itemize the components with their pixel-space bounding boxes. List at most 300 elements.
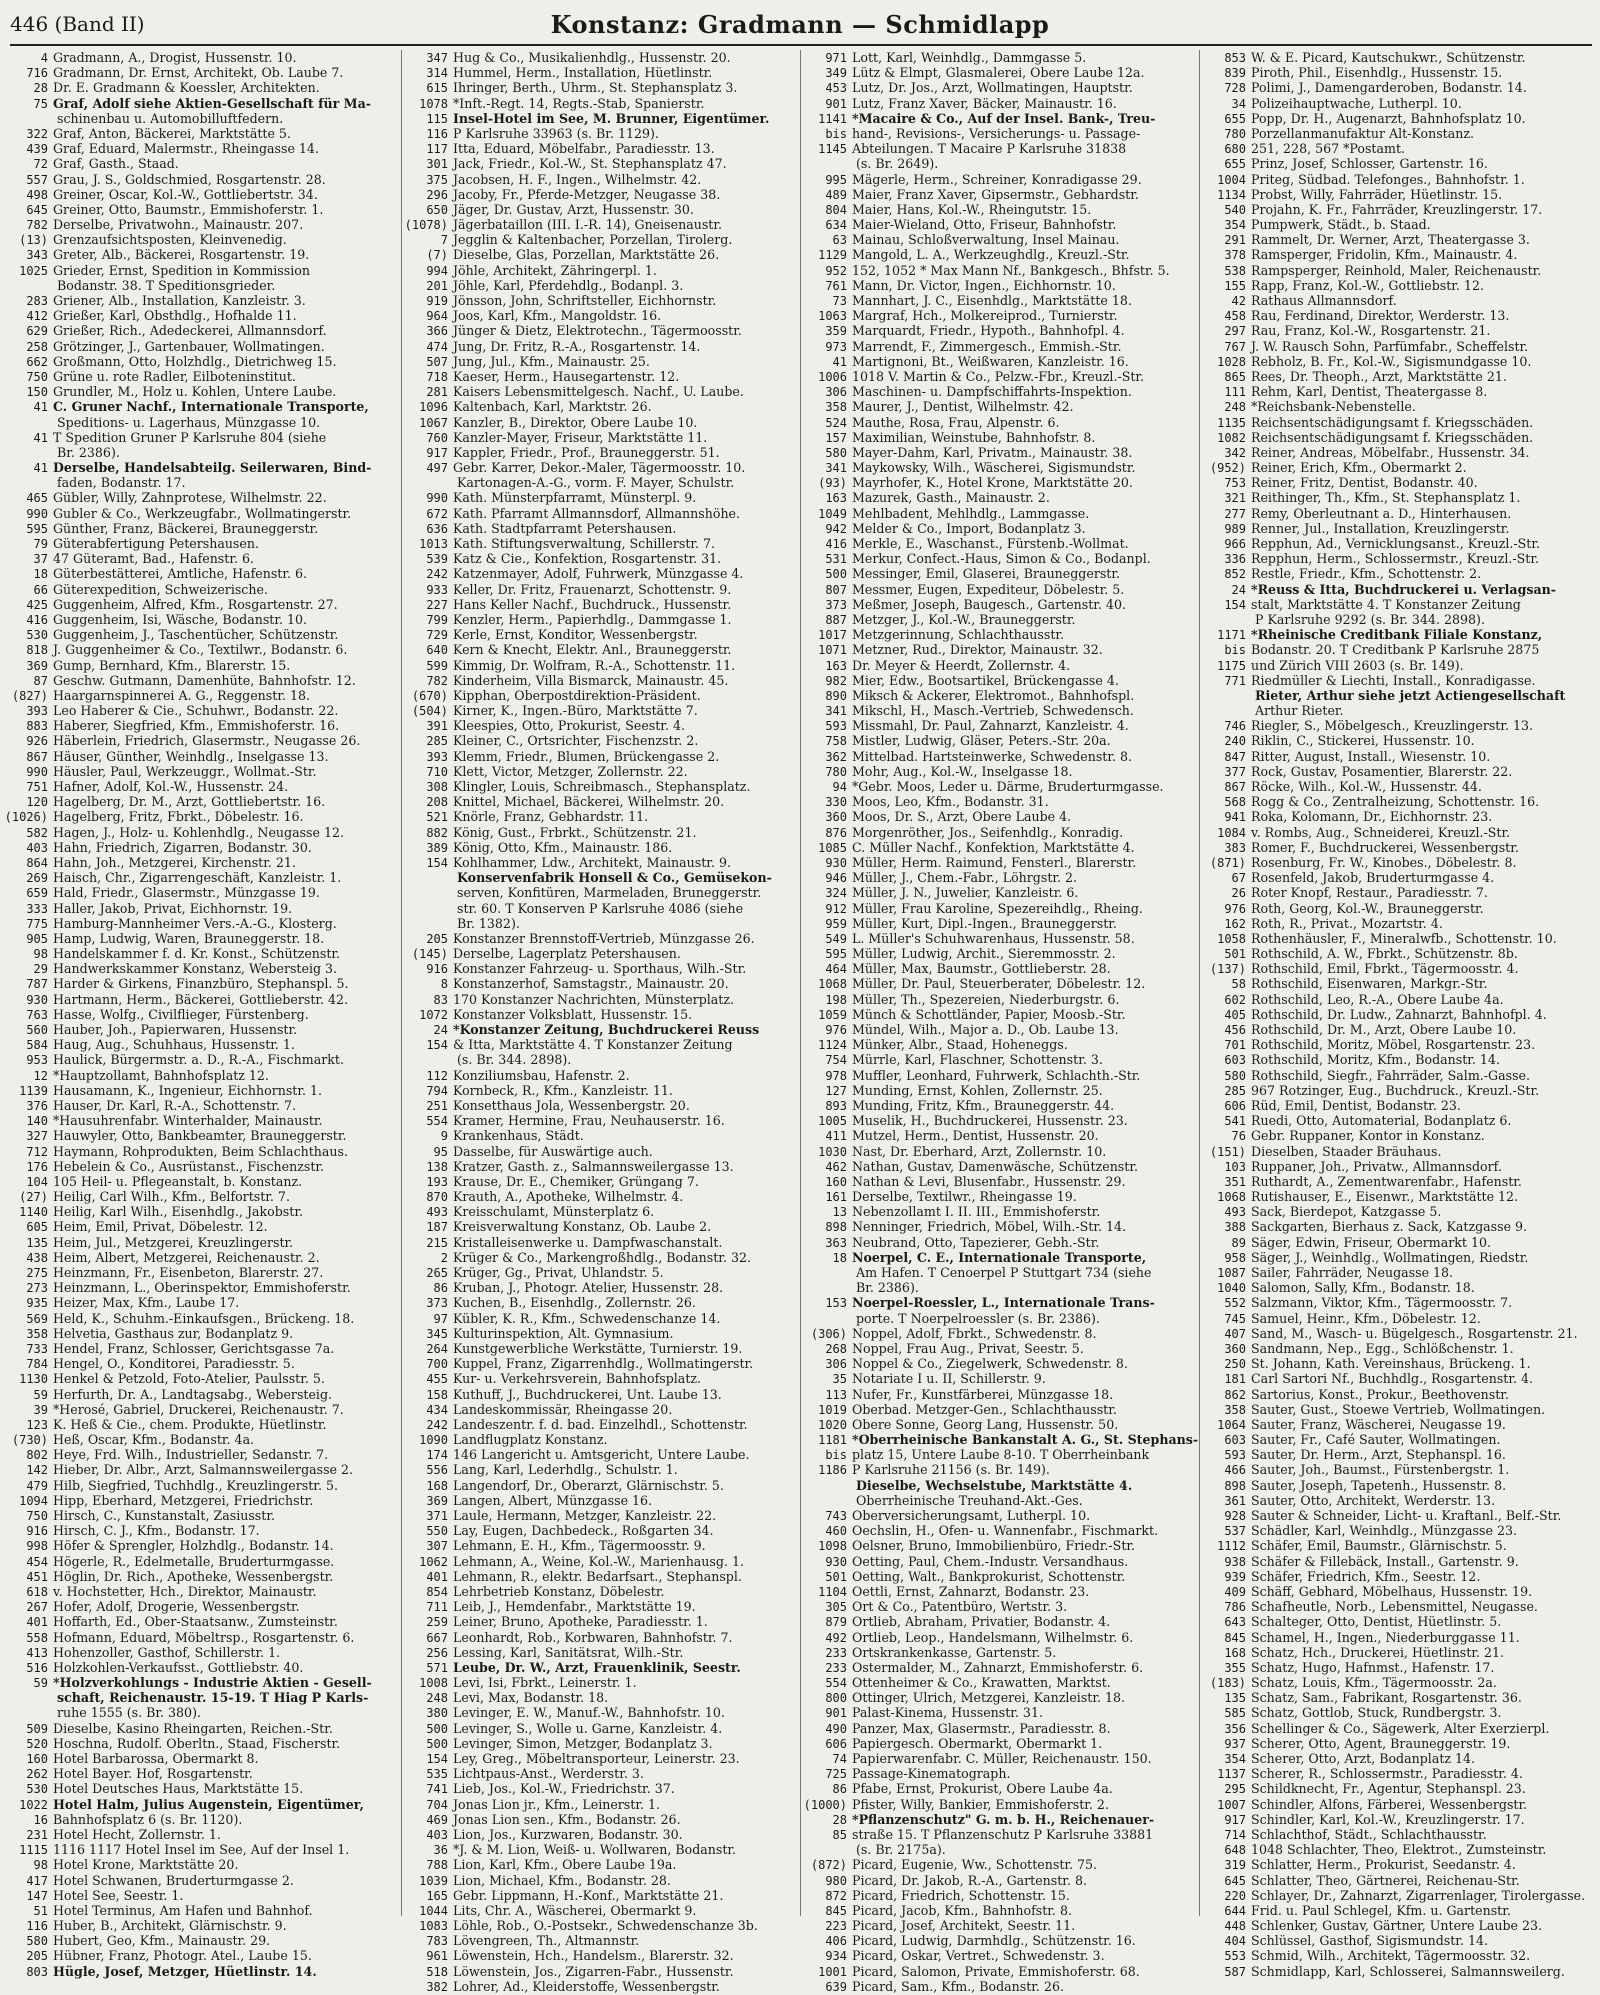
phone-number: 41 (33, 461, 48, 476)
phone-number: 1025 (19, 263, 48, 278)
directory-entry (4, 673, 396, 688)
entry-text: Röcke, Wilh., Kol.-W., Hussenstr. 44. (1251, 779, 1482, 794)
directory-entry (4, 80, 396, 95)
phone-number: 853 (1224, 51, 1246, 65)
entry-text: T Spedition Gruner P Karlsruhe 804 (siehe (53, 429, 327, 445)
directory-entry (1202, 1387, 1594, 1402)
phone-number: 314 (426, 66, 448, 81)
directory-entry (1202, 1660, 1594, 1675)
directory-entry (803, 566, 1195, 581)
phone-number: 640 (426, 643, 448, 658)
entry-text: Reichsentschädigungsamt f. Kriegsschäden. (1251, 414, 1534, 430)
directory-entry (803, 1888, 1195, 1903)
entry-text: Grieder, Ernst, Spedition in Kommission (53, 262, 310, 278)
directory-entry (803, 1295, 1195, 1310)
entry-text: *Hauptzollamt, Bahnhofsplatz 12. (53, 1067, 269, 1083)
directory-entry (1202, 1842, 1594, 1857)
entry-text: Kramer, Hermine, Frau, Neuhauserstr. 16. (453, 1113, 725, 1129)
entry-text: Rathaus Allmannsdorf. (1251, 293, 1397, 308)
phone-number: 479 (26, 1478, 48, 1493)
directory-entry (4, 1037, 396, 1052)
directory-entry (4, 1508, 396, 1523)
entry-text: Renner, Jul., Installation, Kreuzlingerstr. (1251, 520, 1510, 536)
phone-number: 782 (426, 673, 448, 688)
entry-text: Hamp, Ludwig, Waren, Brauneggerstr. 18. (53, 930, 325, 946)
phone-number: 711 (426, 1600, 448, 1615)
directory-entry (4, 1007, 396, 1022)
phone-number: 389 (426, 840, 448, 855)
directory-entry (4, 1204, 396, 1219)
entry-text: Lay, Eugen, Dachbedeck., Roßgarten 34. (453, 1523, 714, 1539)
entry-text: Kath. Stiftungsverwaltung, Schillerstr. 7. (453, 536, 716, 551)
phone-number: 123 (26, 1417, 48, 1432)
entry-text: Probst, Willy, Fahrräder, Hüetlinstr. 15. (1251, 186, 1503, 202)
directory-entry (1202, 627, 1594, 642)
phone-number: 248 (1224, 400, 1246, 415)
directory-entry (1202, 384, 1594, 399)
directory-entry (404, 1888, 796, 1903)
directory-entry (1202, 1888, 1594, 1903)
phone-number: 501 (825, 1569, 847, 1584)
directory-entry (404, 1933, 796, 1948)
directory-entry (803, 1554, 1195, 1569)
directory-entry (1202, 840, 1594, 855)
entry-text: Oetting, Paul, Chem.-Industr. Versandhaus. (852, 1553, 1129, 1569)
entry-text: Munding, Ernst, Kohlen, Zollernstr. 25. (852, 1082, 1103, 1098)
directory-entry (4, 323, 396, 338)
directory-entry (4, 825, 396, 840)
phone-number: 75 (33, 96, 48, 111)
directory-entry (4, 1554, 396, 1569)
phone-number: 1063 (818, 309, 847, 324)
directory-entry (803, 779, 1195, 794)
phone-number: 458 (1224, 309, 1246, 324)
directory-entry (803, 1462, 1195, 1477)
entry-text: Pfabe, Ernst, Prokurist, Obere Laube 4a. (852, 1781, 1113, 1797)
directory-entry (803, 1614, 1195, 1629)
directory-entry (404, 961, 796, 976)
entry-text: Schlatter, Herm., Prokurist, Seedanstr. 4. (1251, 1857, 1516, 1873)
directory-entry (404, 1265, 796, 1280)
phone-number: 401 (26, 1615, 48, 1630)
phone-number: 783 (426, 1934, 448, 1949)
phone-number: 406 (825, 1934, 847, 1949)
entry-text: Schamel, H., Ingen., Niederburggasse 11. (1251, 1629, 1520, 1645)
phone-number: 356 (1224, 1721, 1246, 1736)
phone-number: 701 (1224, 1038, 1246, 1053)
phone-number: 746 (1224, 719, 1246, 734)
phone-number: 113 (825, 1387, 847, 1402)
phone-number: 1135 (1217, 415, 1246, 430)
phone-number: 327 (26, 1129, 48, 1144)
directory-entry (404, 764, 796, 779)
phone-number: 980 (825, 1873, 847, 1888)
phone-number: 150 (26, 385, 48, 400)
directory-entry (4, 1478, 396, 1493)
entry-text: Kur- u. Verkehrsverein, Bahnhofsplatz. (453, 1371, 702, 1387)
directory-entry (404, 1235, 796, 1250)
directory-entry (803, 1144, 1195, 1159)
directory-entry (803, 642, 1195, 657)
entry-text: Rapp, Franz, Kol.-W., Gottliebstr. 12. (1251, 277, 1484, 293)
directory-entry (1202, 293, 1594, 308)
entry-text: Sailer, Fahrräder, Neugasse 18. (1251, 1265, 1454, 1280)
entry-text: Remy, Oberleutnant a. D., Hinterhausen. (1251, 505, 1512, 521)
phone-number: 34 (1231, 96, 1246, 111)
phone-number: 86 (832, 1782, 847, 1797)
phone-number: 629 (26, 324, 48, 339)
phone-number: 242 (426, 1417, 448, 1432)
phone-number: 37 (33, 552, 48, 567)
phone-number: 645 (1224, 1873, 1246, 1888)
phone-number: 655 (1224, 111, 1246, 126)
directory-entry (404, 1295, 796, 1310)
directory-entry (803, 976, 1195, 991)
entry-text: Held, K., Schuhm.-Einkaufsgen., Brückeng. 18. (53, 1310, 355, 1326)
phone-number: 76 (1231, 1129, 1246, 1144)
entry-text: Krause, Dr. E., Chemiker, Grüngang 7. (453, 1173, 699, 1189)
entry-text: Mohr, Aug., Kol.-W., Inselgasse 18. (852, 763, 1073, 779)
directory-entry (1202, 430, 1594, 445)
entry-text: Lion, Jos., Kurzwaren, Bodanstr. 30. (453, 1826, 683, 1842)
directory-entry (1202, 1523, 1594, 1538)
directory-entry (803, 658, 1195, 673)
directory-entry (4, 278, 396, 293)
directory-entry (803, 1721, 1195, 1736)
directory-entry (4, 597, 396, 612)
phone-number: 761 (825, 278, 847, 293)
directory-entry (1202, 946, 1594, 961)
entry-text: Kuthuff, J., Buchdruckerei, Unt. Laube 13. (453, 1386, 722, 1402)
directory-entry (803, 1341, 1195, 1356)
phone-number: 786 (1224, 1600, 1246, 1615)
phone-number: 571 (426, 1660, 448, 1675)
directory-entry (1202, 354, 1594, 369)
entry-text: Prinz, Josef, Schlosser, Gartenstr. 16. (1251, 156, 1488, 172)
directory-entry (4, 506, 396, 521)
entry-text: Hoschna, Rudolf. Oberltn., Staad, Fischerstr. (53, 1735, 341, 1751)
phone-number: 839 (1224, 66, 1246, 81)
directory-entry (4, 1371, 396, 1386)
directory-entry (404, 1599, 796, 1614)
entry-text: Hagelberg, Fritz, Fbrkt., Döbelestr. 16. (53, 809, 304, 825)
directory-entry (404, 80, 796, 95)
phone-number: 587 (1224, 1964, 1246, 1979)
phone-number: 976 (1224, 901, 1246, 916)
directory-entry (404, 475, 796, 490)
phone-number: 549 (825, 931, 847, 946)
directory-entry (404, 1766, 796, 1781)
directory-entry (1202, 1781, 1594, 1796)
phone-number: 147 (26, 1888, 48, 1903)
phone-number: 784 (26, 1357, 48, 1372)
phone-number: 998 (26, 1539, 48, 1554)
entry-text: Lion, Karl, Kfm., Obere Laube 19a. (453, 1857, 677, 1873)
directory-entry (4, 779, 396, 794)
phone-number: 153 (825, 1296, 847, 1311)
entry-text: C. Müller Nachf., Konfektion, Marktstätte 4. (852, 839, 1135, 855)
directory-entry (1202, 1295, 1594, 1310)
directory-entry (1202, 551, 1594, 566)
directory-entry (4, 1781, 396, 1796)
entry-text: Konstanzer Brennstoff-Vertrieb, Münzgasse 26. (453, 930, 755, 946)
directory-entry (803, 870, 1195, 885)
phone-number: 79 (33, 537, 48, 551)
directory-entry (404, 551, 796, 566)
directory-entry (803, 1766, 1195, 1781)
entry-text: Mayrhofer, K., Hotel Krone, Marktstätte 20. (852, 475, 1133, 491)
entry-text: Mier, Edw., Bootsartikel, Brückengasse 4. (852, 672, 1119, 688)
phone-number: 85 (832, 1827, 847, 1842)
entry-text: Nathan, Gustav, Damenwäsche, Schützenstr. (852, 1158, 1138, 1174)
column-4 (1202, 50, 1594, 1979)
entry-text: Schlatter, Theo, Gärtnerei, Reichenau-Str. (1251, 1872, 1520, 1888)
entry-text: Gradmann, Dr. Ernst, Architekt, Ob. Laube 7. (53, 65, 344, 81)
directory-entry (404, 916, 796, 931)
directory-entry (803, 1903, 1195, 1918)
directory-entry (803, 794, 1195, 809)
phone-number: 650 (426, 202, 448, 217)
entry-text: Müller, Dr. Paul, Steuerberater, Döbelestr. 12. (852, 976, 1146, 992)
directory-entry (4, 1447, 396, 1462)
entry-text: Picard, Eugenie, Ww., Schottenstr. 75. (852, 1857, 1098, 1873)
phone-number: 953 (26, 1053, 48, 1068)
directory-entry (803, 718, 1195, 733)
directory-entry (4, 1083, 396, 1098)
entry-text: Schellinger & Co., Sägewerk, Alter Exerzierpl. (1251, 1720, 1550, 1736)
phone-number: 794 (426, 1083, 448, 1098)
phone-number: 1129 (818, 248, 847, 263)
phone-number: 360 (1224, 1341, 1246, 1356)
directory-entry (803, 1402, 1195, 1417)
directory-entry (404, 976, 796, 991)
directory-entry (803, 1052, 1195, 1067)
entry-text: Langen, Albert, Münzgasse 16. (453, 1492, 653, 1508)
directory-entry (803, 339, 1195, 354)
phone-number: 518 (426, 1964, 448, 1979)
directory-entry (4, 1022, 396, 1037)
directory-entry (4, 1265, 396, 1280)
directory-entry (1202, 217, 1594, 232)
phone-number: 1083 (419, 1919, 448, 1934)
entry-text: Hirsch, C., Kunstanstalt, Zasiusstr. (53, 1508, 275, 1523)
entry-text: Hirsch, C. J., Kfm., Bodanstr. 17. (53, 1523, 260, 1539)
phone-number: 655 (1224, 157, 1246, 172)
directory-entry (803, 1159, 1195, 1174)
phone-number: 901 (825, 1706, 847, 1721)
directory-entry (404, 1493, 796, 1508)
phone-number: 373 (825, 597, 847, 612)
entry-text: Hotel Bayer. Hof, Rosgartenstr. (53, 1766, 253, 1782)
phone-number: 582 (26, 825, 48, 840)
entry-text: Schädler, Karl, Weinhdlg., Münzgasse 23. (1251, 1523, 1517, 1539)
directory-entry (1202, 1721, 1594, 1736)
directory-entry (1202, 1113, 1594, 1128)
phone-number: 1020 (818, 1417, 847, 1432)
entry-text: Konstanzerhof, Samstagstr., Mainaustr. 20. (453, 976, 729, 992)
phone-number: 917 (426, 445, 448, 460)
phone-number: 362 (825, 749, 847, 764)
directory-entry (1202, 825, 1594, 840)
entry-text: Pumpwerk, Städt., b. Staad. (1251, 217, 1431, 233)
entry-text: Hendel, Franz, Schlosser, Gerichtsgasse 7a. (53, 1340, 335, 1356)
directory-entry (803, 141, 1195, 156)
directory-entry (803, 703, 1195, 718)
phone-number: 354 (1224, 218, 1246, 233)
phone-number: 98 (33, 947, 48, 962)
directory-entry (404, 1827, 796, 1842)
entry-text: Schindler, Karl, Kol.-W., Kreuzlingerstr. 17. (1251, 1811, 1525, 1827)
phone-number: 259 (426, 1615, 448, 1630)
entry-text: Dieselbe, Glas, Porzellan, Marktstätte 26. (453, 247, 720, 263)
phone-number: 1049 (818, 506, 847, 521)
phone-number: 917 (1224, 1812, 1246, 1827)
entry-text: Rothschild, Dr. M., Arzt, Obere Laube 10. (1251, 1022, 1517, 1037)
entry-text: Neubrand, Otto, Tapezierer, Gebh.-Str. (852, 1234, 1100, 1250)
phone-number: 158 (426, 1387, 448, 1402)
directory-entry (4, 217, 396, 232)
entry-text: faden, Bodanstr. 17. (57, 475, 186, 491)
entry-text: Maschinen- u. Dampfschiffahrts-Inspektion. (852, 384, 1132, 400)
directory-entry (4, 901, 396, 916)
directory-entry (404, 1584, 796, 1599)
directory-entry (404, 1371, 796, 1386)
directory-entry (4, 1584, 396, 1599)
phone-number: 358 (26, 1326, 48, 1341)
directory-entry (803, 1751, 1195, 1766)
entry-text: Handelskammer f. d. Kr. Konst., Schützenstr. (53, 946, 341, 962)
entry-text: Güterabfertigung Petershausen. (53, 536, 259, 551)
phone-number: 425 (26, 597, 48, 612)
directory-entry (4, 885, 396, 900)
directory-entry (1202, 1144, 1594, 1159)
directory-entry (404, 566, 796, 581)
directory-entry (4, 1766, 396, 1781)
phone-number: 1007 (1217, 1797, 1246, 1812)
entry-text: Miksch & Ackerer, Elektromot., Bahnhofspl. (852, 687, 1135, 703)
entry-text: (s. Br. 2175a). (856, 1842, 946, 1858)
entry-text: Nathan & Levi, Blusenfabr., Hussenstr. 29. (852, 1173, 1126, 1189)
directory-entry (803, 855, 1195, 870)
entry-text: Mehlbadent, Mehlhdlg., Lammgasse. (852, 505, 1090, 521)
phone-number: 804 (825, 202, 847, 217)
column-1 (4, 50, 396, 1979)
entry-text: Melder & Co., Import, Bodanplatz 3. (852, 520, 1086, 536)
phone-number: 67 (1231, 871, 1246, 886)
phone-number: 569 (26, 1311, 48, 1326)
directory-entry (404, 111, 796, 126)
entry-text: Ortlieb, Leop., Handelsmann, Wilhelmstr. 6. (852, 1629, 1134, 1645)
phone-number: 416 (825, 537, 847, 551)
phone-number: 466 (1224, 1463, 1246, 1478)
entry-text: str. 60. T Konserven P Karlsruhe 4086 (siehe (457, 900, 744, 916)
phone-number: 554 (825, 1676, 847, 1691)
phone-number: 1098 (818, 1539, 847, 1554)
entry-text: Grießer, Rich., Adedeckerei, Allmannsdorf. (53, 323, 327, 339)
phone-number: 942 (825, 521, 847, 536)
entry-text: Konstanzer Volksblatt, Hussenstr. 15. (453, 1006, 693, 1022)
phone-number: 267 (26, 1600, 48, 1615)
phone-number: 780 (1224, 126, 1246, 141)
entry-text: Gubler & Co., Werkzeugfabr., Wollmatingerstr. (53, 505, 352, 521)
entry-text: Maier, Franz Xaver, Gipsermstr., Gebhardstr. (852, 186, 1139, 202)
entry-text: Hagelberg, Dr. M., Arzt, Gottliebertstr. 16. (53, 794, 326, 810)
directory-entry (1202, 901, 1594, 916)
phone-number: 516 (26, 1660, 48, 1675)
entry-text: Katz & Cie., Konfektion, Rosgartenstr. 31. (453, 551, 722, 567)
directory-entry (404, 430, 796, 445)
entry-text: Br. 1382). (457, 915, 520, 931)
phone-number: 41 (33, 430, 48, 445)
entry-text: Hohenzoller, Gasthof, Schillerstr. 1. (53, 1644, 281, 1660)
phone-number: 1044 (419, 1903, 448, 1918)
entry-text: Schafheutle, Norb., Lebensmittel, Neugasse. (1251, 1599, 1538, 1615)
directory-entry (1202, 187, 1594, 202)
directory-entry (803, 1432, 1199, 1448)
entry-text: Moos, Dr. S., Arzt, Obere Laube 4. (852, 809, 1072, 825)
phone-number: 393 (26, 704, 48, 719)
directory-entry (4, 1918, 396, 1933)
phone-number: 1140 (19, 1205, 48, 1220)
entry-text: Derselbe, Lagerplatz Petershausen. (453, 946, 681, 962)
phone-number: 378 (1224, 248, 1246, 263)
phone-number: 349 (825, 66, 847, 81)
entry-text: Rothschild, Dr. Ludw., Zahnarzt, Bahnhofpl. 4. (1251, 1006, 1547, 1022)
entry-text: L. Müller's Schuhwarenhaus, Hussenstr. 58. (852, 930, 1135, 946)
phone-number: 305 (825, 1600, 847, 1615)
entry-text: Merkle, E., Waschanst., Fürstenb.-Wollmat. (852, 536, 1129, 551)
directory-entry (4, 749, 396, 764)
entry-text: Mistler, Ludwig, Gläser, Peters.-Str. 20a. (852, 733, 1111, 749)
entry-text: Br. 2386). (856, 1280, 919, 1296)
phone-number: (872) (810, 1858, 847, 1873)
phone-number: 256 (426, 1645, 448, 1660)
directory-entry (4, 703, 396, 718)
phone-number: 959 (825, 916, 847, 931)
phone-number: 521 (426, 810, 448, 825)
entry-text: Projahn, K. Fr., Fahrräder, Kreuzlingerstr. 17. (1251, 201, 1543, 217)
entry-text: Hotel Schwanen, Bruderturmgasse 2. (53, 1872, 294, 1888)
directory-entry (404, 1857, 796, 1872)
phone-number: 854 (426, 1584, 448, 1599)
phone-number: 1115 (19, 1843, 48, 1858)
entry-text: Morgenröther, Jos., Seifenhdlg., Konradig. (852, 824, 1124, 840)
phone-number: 1130 (19, 1372, 48, 1387)
entry-text: Picard, Ludwig, Darmhdlg., Schützenstr. 16. (852, 1933, 1136, 1949)
phone-number: 24 (433, 1023, 448, 1037)
entry-text: Kath. Münsterpfarramt, Münsterpl. 9. (453, 490, 697, 506)
directory-entry (803, 733, 1195, 748)
directory-entry (803, 1037, 1195, 1052)
entry-text: Heilig, Karl Wilh., Eisenhdlg., Jakobstr. (53, 1204, 303, 1220)
directory-entry (803, 931, 1195, 946)
entry-text: Höglin, Dr. Rich., Apotheke, Wessenbergstr. (53, 1568, 334, 1584)
phone-number: 341 (825, 461, 847, 476)
directory-entry (404, 749, 796, 764)
directory-entry (803, 1964, 1195, 1979)
directory-entry (404, 688, 796, 703)
entry-text: Mikschl, H., Masch.-Vertrieb, Schwedensch. (852, 703, 1134, 719)
directory-entry (404, 794, 796, 809)
entry-text: Leiner, Bruno, Apotheke, Paradiesstr. 1. (453, 1614, 708, 1630)
directory-entry (404, 1873, 796, 1888)
directory-entry (1202, 582, 1594, 597)
phone-number: 500 (825, 567, 847, 582)
phone-number: 163 (825, 491, 847, 506)
phone-number: 580 (1224, 1068, 1246, 1083)
entry-text: Krüger & Co., Markengroßhdlg., Bodanstr. 32. (453, 1249, 751, 1265)
entry-text: Knörle, Franz, Gebhardstr. 11. (453, 809, 649, 825)
